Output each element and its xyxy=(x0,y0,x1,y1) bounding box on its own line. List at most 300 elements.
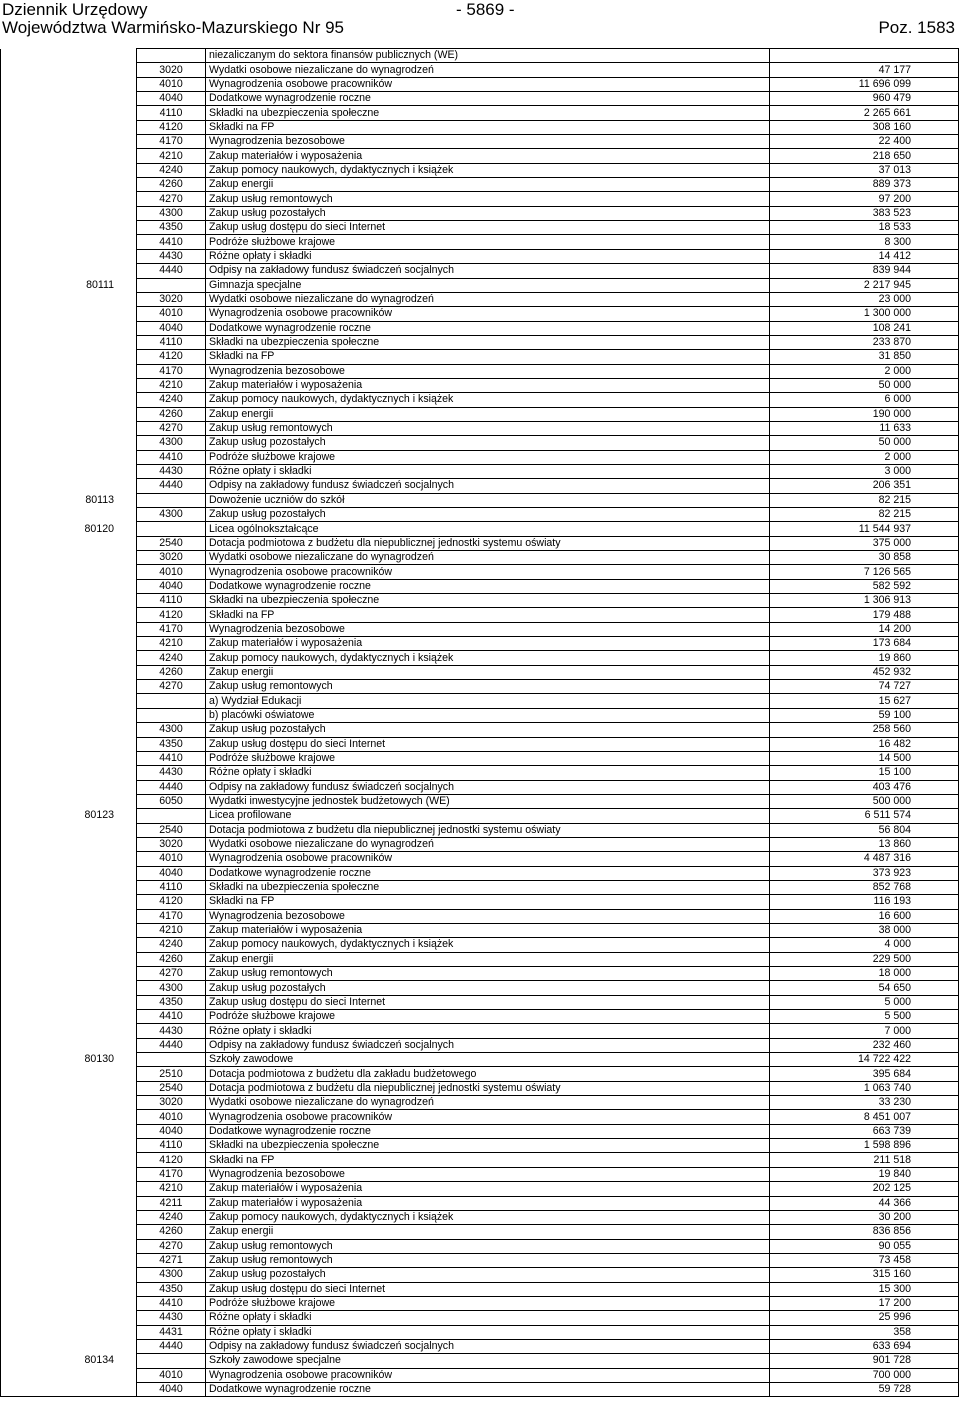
item-name-cell: Wydatki osobowe niezaliczane do wynagrodzeń xyxy=(206,551,770,565)
paragraph-code-cell xyxy=(137,1354,206,1368)
division-code-cell xyxy=(1,694,137,708)
item-name-cell: Zakup energii xyxy=(206,952,770,966)
amount-cell: 700 000 xyxy=(770,1368,959,1382)
amount-cell: 15 300 xyxy=(770,1282,959,1296)
item-name-cell: Różne opłaty i składki xyxy=(206,464,770,478)
amount-cell: 190 000 xyxy=(770,407,959,421)
table-row xyxy=(1,780,959,794)
amount-cell: 375 000 xyxy=(770,536,959,550)
division-code-cell xyxy=(1,436,137,450)
paragraph-code-cell xyxy=(137,493,206,507)
item-name-cell: Zakup usług dostępu do sieci Internet xyxy=(206,1282,770,1296)
item-name-cell: Odpisy na zakładowy fundusz świadczeń socjalnych xyxy=(206,264,770,278)
paragraph-code-cell: 3020 xyxy=(137,551,206,565)
table-row xyxy=(1,551,959,565)
division-code-cell xyxy=(1,1010,137,1024)
table-row xyxy=(1,221,959,235)
table-row xyxy=(1,981,959,995)
item-name-cell: Dotacja podmiotowa z budżetu dla niepublicznej jednostki systemu oświaty xyxy=(206,823,770,837)
division-code-cell: 80134 xyxy=(1,1354,137,1368)
amount-cell: 218 650 xyxy=(770,149,959,163)
division-code-cell xyxy=(1,249,137,263)
division-code-cell xyxy=(1,1225,137,1239)
table-row xyxy=(1,995,959,1009)
division-code-cell xyxy=(1,120,137,134)
table-row xyxy=(1,923,959,937)
page-header xyxy=(0,0,960,48)
amount-cell: 232 460 xyxy=(770,1038,959,1052)
amount-cell xyxy=(770,49,959,63)
table-row xyxy=(1,249,959,263)
division-code-cell: 80123 xyxy=(1,809,137,823)
amount-cell: 7 000 xyxy=(770,1024,959,1038)
amount-cell: 22 400 xyxy=(770,135,959,149)
amount-cell: 258 560 xyxy=(770,723,959,737)
division-code-cell xyxy=(1,536,137,550)
amount-cell: 18 000 xyxy=(770,967,959,981)
table-row xyxy=(1,1325,959,1339)
item-name-cell: Zakup usług remontowych xyxy=(206,1253,770,1267)
table-row xyxy=(1,565,959,579)
paragraph-code-cell: 4170 xyxy=(137,1167,206,1181)
item-name-cell: Składki na FP xyxy=(206,895,770,909)
paragraph-code-cell: 4010 xyxy=(137,307,206,321)
amount-cell: 233 870 xyxy=(770,335,959,349)
table-row xyxy=(1,264,959,278)
item-name-cell: Zakup usług remontowych xyxy=(206,1239,770,1253)
item-name-cell: Dodatkowe wynagrodzenie roczne xyxy=(206,92,770,106)
table-row xyxy=(1,680,959,694)
item-name-cell: Zakup energii xyxy=(206,178,770,192)
table-row xyxy=(1,909,959,923)
table-row xyxy=(1,321,959,335)
amount-cell: 11 696 099 xyxy=(770,77,959,91)
amount-cell: 6 000 xyxy=(770,393,959,407)
division-code-cell xyxy=(1,751,137,765)
paragraph-code-cell xyxy=(137,809,206,823)
table-row xyxy=(1,135,959,149)
division-code-cell xyxy=(1,149,137,163)
paragraph-code-cell: 4210 xyxy=(137,378,206,392)
division-code-cell xyxy=(1,63,137,77)
paragraph-code-cell: 4300 xyxy=(137,436,206,450)
table-row xyxy=(1,751,959,765)
item-name-cell: Zakup materiałów i wyposażenia xyxy=(206,1196,770,1210)
item-name-cell: Zakup usług pozostałych xyxy=(206,981,770,995)
amount-cell: 16 600 xyxy=(770,909,959,923)
division-code-cell: 80113 xyxy=(1,493,137,507)
division-code-cell xyxy=(1,967,137,981)
item-name-cell: Wydatki osobowe niezaliczane do wynagrodzeń xyxy=(206,837,770,851)
amount-cell: 82 215 xyxy=(770,493,959,507)
division-code-cell xyxy=(1,1067,137,1081)
item-name-cell: Podróże służbowe krajowe xyxy=(206,450,770,464)
table-row xyxy=(1,880,959,894)
item-name-cell: Składki na FP xyxy=(206,1153,770,1167)
paragraph-code-cell: 4440 xyxy=(137,1339,206,1353)
amount-cell: 4 487 316 xyxy=(770,852,959,866)
paragraph-code-cell: 4210 xyxy=(137,149,206,163)
division-code-cell xyxy=(1,651,137,665)
table-row xyxy=(1,1110,959,1124)
item-name-cell: Podróże służbowe krajowe xyxy=(206,1010,770,1024)
item-name-cell: Różne opłaty i składki xyxy=(206,1325,770,1339)
item-name-cell: Różne opłaty i składki xyxy=(206,1024,770,1038)
table-row xyxy=(1,895,959,909)
table-row xyxy=(1,794,959,808)
amount-cell: 33 230 xyxy=(770,1096,959,1110)
table-row xyxy=(1,49,959,63)
table-row xyxy=(1,1010,959,1024)
division-code-cell xyxy=(1,723,137,737)
amount-cell: 500 000 xyxy=(770,794,959,808)
division-code-cell xyxy=(1,551,137,565)
voivodeship-issue: Województwa Warmińsko-Mazurskiego Nr 95 xyxy=(2,18,344,37)
paragraph-code-cell: 4410 xyxy=(137,751,206,765)
paragraph-code-cell: 2540 xyxy=(137,823,206,837)
item-name-cell: Wydatki osobowe niezaliczane do wynagrodzeń xyxy=(206,63,770,77)
item-name-cell: Dowożenie uczniów do szkół xyxy=(206,493,770,507)
table-row xyxy=(1,1253,959,1267)
division-code-cell xyxy=(1,135,137,149)
paragraph-code-cell: 4040 xyxy=(137,1124,206,1138)
table-row xyxy=(1,1067,959,1081)
table-row xyxy=(1,594,959,608)
paragraph-code-cell: 4430 xyxy=(137,766,206,780)
paragraph-code-cell: 4270 xyxy=(137,421,206,435)
item-name-cell: Składki na ubezpieczenia społeczne xyxy=(206,594,770,608)
item-name-cell: Wynagrodzenia osobowe pracowników xyxy=(206,1110,770,1124)
item-name-cell: Zakup pomocy naukowych, dydaktycznych i książek xyxy=(206,163,770,177)
table-row xyxy=(1,149,959,163)
table-row xyxy=(1,536,959,550)
amount-cell: 1 306 913 xyxy=(770,594,959,608)
paragraph-code-cell: 4120 xyxy=(137,608,206,622)
amount-cell: 229 500 xyxy=(770,952,959,966)
item-name-cell: Wydatki osobowe niezaliczane do wynagrodzeń xyxy=(206,292,770,306)
table-row xyxy=(1,378,959,392)
table-row xyxy=(1,92,959,106)
amount-cell: 663 739 xyxy=(770,1124,959,1138)
division-code-cell xyxy=(1,92,137,106)
amount-cell: 3 000 xyxy=(770,464,959,478)
division-code-cell xyxy=(1,880,137,894)
paragraph-code-cell: 4260 xyxy=(137,1225,206,1239)
amount-cell: 25 996 xyxy=(770,1311,959,1325)
amount-cell: 2 000 xyxy=(770,450,959,464)
amount-cell: 173 684 xyxy=(770,637,959,651)
item-name-cell: Różne opłaty i składki xyxy=(206,1311,770,1325)
division-code-cell xyxy=(1,737,137,751)
table-row xyxy=(1,637,959,651)
amount-cell: 373 923 xyxy=(770,866,959,880)
amount-cell: 1 598 896 xyxy=(770,1139,959,1153)
amount-cell: 8 300 xyxy=(770,235,959,249)
division-code-cell xyxy=(1,393,137,407)
table-row xyxy=(1,464,959,478)
item-name-cell: Zakup usług dostępu do sieci Internet xyxy=(206,737,770,751)
item-name-cell: Zakup usług dostępu do sieci Internet xyxy=(206,995,770,1009)
division-code-cell xyxy=(1,1124,137,1138)
paragraph-code-cell: 6050 xyxy=(137,794,206,808)
table-row xyxy=(1,938,959,952)
table-row xyxy=(1,1268,959,1282)
division-code-cell xyxy=(1,1268,137,1282)
item-name-cell: Licea profilowane xyxy=(206,809,770,823)
amount-cell: 73 458 xyxy=(770,1253,959,1267)
table-row xyxy=(1,1096,959,1110)
paragraph-code-cell: 4210 xyxy=(137,1182,206,1196)
item-name-cell: Zakup materiałów i wyposażenia xyxy=(206,149,770,163)
table-row xyxy=(1,866,959,880)
division-code-cell xyxy=(1,594,137,608)
division-code-cell xyxy=(1,608,137,622)
table-row xyxy=(1,479,959,493)
division-code-cell xyxy=(1,464,137,478)
table-row xyxy=(1,766,959,780)
amount-cell: 403 476 xyxy=(770,780,959,794)
table-row xyxy=(1,579,959,593)
table-row xyxy=(1,1182,959,1196)
table-section-row xyxy=(1,278,959,292)
paragraph-code-cell: 4300 xyxy=(137,508,206,522)
paragraph-code-cell: 4350 xyxy=(137,221,206,235)
paragraph-code-cell: 4110 xyxy=(137,1139,206,1153)
item-name-cell: Zakup usług pozostałych xyxy=(206,206,770,220)
amount-cell: 19 840 xyxy=(770,1167,959,1181)
amount-cell: 202 125 xyxy=(770,1182,959,1196)
amount-cell: 2 217 945 xyxy=(770,278,959,292)
item-name-cell: Wynagrodzenia osobowe pracowników xyxy=(206,565,770,579)
paragraph-code-cell: 4040 xyxy=(137,866,206,880)
amount-cell: 74 727 xyxy=(770,680,959,694)
paragraph-code-cell: 4010 xyxy=(137,565,206,579)
table-row xyxy=(1,436,959,450)
paragraph-code-cell: 3020 xyxy=(137,63,206,77)
amount-cell: 50 000 xyxy=(770,378,959,392)
paragraph-code-cell: 4210 xyxy=(137,637,206,651)
division-code-cell xyxy=(1,923,137,937)
amount-cell: 395 684 xyxy=(770,1067,959,1081)
item-name-cell: Podróże służbowe krajowe xyxy=(206,751,770,765)
paragraph-code-cell: 4120 xyxy=(137,1153,206,1167)
amount-cell: 44 366 xyxy=(770,1196,959,1210)
item-name-cell: Dodatkowe wynagrodzenie roczne xyxy=(206,579,770,593)
paragraph-code-cell: 4270 xyxy=(137,680,206,694)
division-code-cell xyxy=(1,622,137,636)
item-name-cell: Wynagrodzenia bezosobowe xyxy=(206,1167,770,1181)
paragraph-code-cell: 4430 xyxy=(137,464,206,478)
amount-cell: 2 000 xyxy=(770,364,959,378)
item-name-cell: Wynagrodzenia osobowe pracowników xyxy=(206,1368,770,1382)
paragraph-code-cell: 4410 xyxy=(137,235,206,249)
division-code-cell xyxy=(1,1139,137,1153)
division-code-cell xyxy=(1,192,137,206)
paragraph-code-cell: 4270 xyxy=(137,192,206,206)
division-code-cell: 80130 xyxy=(1,1053,137,1067)
division-code-cell xyxy=(1,1368,137,1382)
table-row xyxy=(1,120,959,134)
division-code-cell xyxy=(1,1253,137,1267)
division-code-cell xyxy=(1,178,137,192)
item-name-cell: Składki na ubezpieczenia społeczne xyxy=(206,106,770,120)
item-name-cell: Odpisy na zakładowy fundusz świadczeń socjalnych xyxy=(206,479,770,493)
amount-cell: 108 241 xyxy=(770,321,959,335)
paragraph-code-cell: 4110 xyxy=(137,335,206,349)
item-name-cell: Różne opłaty i składki xyxy=(206,249,770,263)
paragraph-code-cell: 4430 xyxy=(137,1024,206,1038)
paragraph-code-cell: 4350 xyxy=(137,737,206,751)
item-name-cell: Wynagrodzenia bezosobowe xyxy=(206,364,770,378)
paragraph-code-cell: 4170 xyxy=(137,135,206,149)
item-name-cell: Licea ogólnokształcące xyxy=(206,522,770,536)
division-code-cell xyxy=(1,637,137,651)
amount-cell: 206 351 xyxy=(770,479,959,493)
table-row xyxy=(1,63,959,77)
amount-cell: 839 944 xyxy=(770,264,959,278)
item-name-cell: Gimnazja specjalne xyxy=(206,278,770,292)
table-row xyxy=(1,1382,959,1396)
paragraph-code-cell: 4430 xyxy=(137,249,206,263)
amount-cell: 1 300 000 xyxy=(770,307,959,321)
amount-cell: 14 200 xyxy=(770,622,959,636)
division-code-cell xyxy=(1,1282,137,1296)
table-row xyxy=(1,708,959,722)
paragraph-code-cell: 4110 xyxy=(137,594,206,608)
division-code-cell xyxy=(1,1311,137,1325)
paragraph-code-cell: 4270 xyxy=(137,967,206,981)
item-name-cell: Składki na FP xyxy=(206,120,770,134)
table-row xyxy=(1,852,959,866)
division-code-cell xyxy=(1,1325,137,1339)
table-row xyxy=(1,1196,959,1210)
table-row xyxy=(1,1296,959,1310)
division-code-cell xyxy=(1,508,137,522)
paragraph-code-cell: 4350 xyxy=(137,995,206,1009)
division-code-cell: 80120 xyxy=(1,522,137,536)
table-row xyxy=(1,508,959,522)
table-row xyxy=(1,1282,959,1296)
amount-cell: 2 265 661 xyxy=(770,106,959,120)
division-code-cell xyxy=(1,794,137,808)
division-code-cell xyxy=(1,1110,137,1124)
paragraph-code-cell: 4410 xyxy=(137,1296,206,1310)
amount-cell: 4 000 xyxy=(770,938,959,952)
item-name-cell: Zakup materiałów i wyposażenia xyxy=(206,923,770,937)
paragraph-code-cell: 4240 xyxy=(137,1210,206,1224)
paragraph-code-cell: 4040 xyxy=(137,321,206,335)
table-row xyxy=(1,1311,959,1325)
amount-cell: 82 215 xyxy=(770,508,959,522)
page-number: - 5869 - xyxy=(456,0,515,19)
amount-cell: 54 650 xyxy=(770,981,959,995)
item-name-cell: Wydatki osobowe niezaliczane do wynagrodzeń xyxy=(206,1096,770,1110)
amount-cell: 383 523 xyxy=(770,206,959,220)
amount-cell: 315 160 xyxy=(770,1268,959,1282)
division-code-cell xyxy=(1,579,137,593)
division-code-cell xyxy=(1,1196,137,1210)
table-section-row xyxy=(1,1053,959,1067)
paragraph-code-cell: 2540 xyxy=(137,536,206,550)
division-code-cell xyxy=(1,292,137,306)
division-code-cell xyxy=(1,335,137,349)
division-code-cell xyxy=(1,895,137,909)
amount-cell: 179 488 xyxy=(770,608,959,622)
amount-cell: 8 451 007 xyxy=(770,1110,959,1124)
division-code-cell xyxy=(1,1382,137,1396)
item-name-cell: Dodatkowe wynagrodzenie roczne xyxy=(206,866,770,880)
item-name-cell: Zakup usług pozostałych xyxy=(206,508,770,522)
table-row xyxy=(1,178,959,192)
table-row xyxy=(1,1225,959,1239)
table-row xyxy=(1,651,959,665)
table-row xyxy=(1,1081,959,1095)
paragraph-code-cell: 4170 xyxy=(137,364,206,378)
item-name-cell: Wydatki inwestycyjne jednostek budżetowych (WE) xyxy=(206,794,770,808)
paragraph-code-cell: 4120 xyxy=(137,895,206,909)
paragraph-code-cell xyxy=(137,278,206,292)
amount-cell: 1 063 740 xyxy=(770,1081,959,1095)
table-row xyxy=(1,1153,959,1167)
division-code-cell xyxy=(1,981,137,995)
item-name-cell: Zakup usług remontowych xyxy=(206,421,770,435)
item-name-cell: Zakup materiałów i wyposażenia xyxy=(206,1182,770,1196)
paragraph-code-cell: 4431 xyxy=(137,1325,206,1339)
item-name-cell: Zakup materiałów i wyposażenia xyxy=(206,637,770,651)
table-row xyxy=(1,1339,959,1353)
amount-cell: 14 412 xyxy=(770,249,959,263)
paragraph-code-cell: 4040 xyxy=(137,1382,206,1396)
paragraph-code-cell: 4240 xyxy=(137,651,206,665)
table-row xyxy=(1,407,959,421)
table-row xyxy=(1,622,959,636)
item-name-cell: Dotacja podmiotowa z budżetu dla zakładu budżetowego xyxy=(206,1067,770,1081)
item-name-cell: Składki na FP xyxy=(206,350,770,364)
amount-cell: 358 xyxy=(770,1325,959,1339)
table-row xyxy=(1,694,959,708)
amount-cell: 11 633 xyxy=(770,421,959,435)
amount-cell: 90 055 xyxy=(770,1239,959,1253)
paragraph-code-cell: 4300 xyxy=(137,723,206,737)
item-name-cell: Zakup pomocy naukowych, dydaktycznych i książek xyxy=(206,938,770,952)
division-code-cell xyxy=(1,163,137,177)
item-name-cell: Zakup energii xyxy=(206,1225,770,1239)
division-code-cell xyxy=(1,235,137,249)
table-row xyxy=(1,163,959,177)
paragraph-code-cell xyxy=(137,694,206,708)
table-section-row xyxy=(1,809,959,823)
item-name-cell: Zakup pomocy naukowych, dydaktycznych i książek xyxy=(206,393,770,407)
item-name-cell: Dodatkowe wynagrodzenie roczne xyxy=(206,1124,770,1138)
amount-cell: 56 804 xyxy=(770,823,959,837)
amount-cell: 5 000 xyxy=(770,995,959,1009)
table-section-row xyxy=(1,522,959,536)
amount-cell: 18 533 xyxy=(770,221,959,235)
table-row xyxy=(1,665,959,679)
paragraph-code-cell xyxy=(137,522,206,536)
item-name-cell: Zakup usług pozostałych xyxy=(206,436,770,450)
item-name-cell: Różne opłaty i składki xyxy=(206,766,770,780)
item-name-cell: Podróże służbowe krajowe xyxy=(206,235,770,249)
amount-cell: 38 000 xyxy=(770,923,959,937)
amount-cell: 15 100 xyxy=(770,766,959,780)
item-name-cell: Zakup usług pozostałych xyxy=(206,723,770,737)
table-row xyxy=(1,393,959,407)
paragraph-code-cell: 4260 xyxy=(137,665,206,679)
paragraph-code-cell xyxy=(137,49,206,63)
table-row xyxy=(1,1038,959,1052)
item-name-cell: Zakup pomocy naukowych, dydaktycznych i książek xyxy=(206,1210,770,1224)
